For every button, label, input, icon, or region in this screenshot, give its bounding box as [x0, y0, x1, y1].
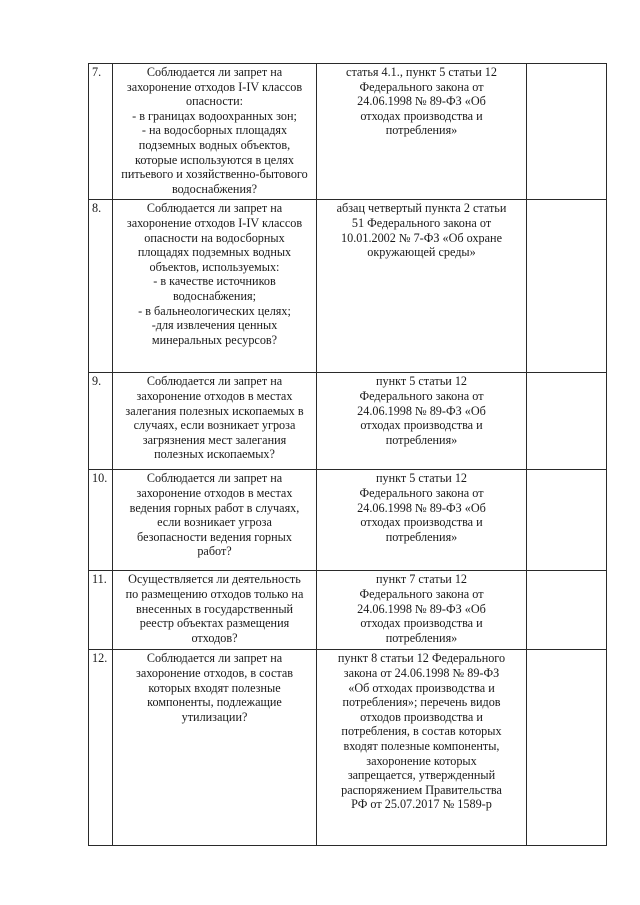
reference-line: статья 4.1., пункт 5 статьи 12	[346, 65, 497, 79]
reference-line: Федерального закона от	[359, 586, 484, 601]
question-line: загрязнения мест залегания	[142, 432, 287, 447]
reference-line: пункт 5 статьи 12	[375, 471, 468, 486]
question-line: площадях подземных водных	[137, 245, 292, 260]
row-number: 7.	[89, 64, 113, 200]
reference-line: пункт 8 статьи 12 Федерального	[337, 651, 506, 666]
legal-reference-cell	[317, 373, 527, 470]
question-line: - на водосборных площадях	[141, 123, 288, 138]
question-line: - в бальнеологических целях;	[138, 303, 291, 318]
question-line: компоненты, подлежащие	[147, 695, 282, 710]
reference-line: отходах производства и	[360, 108, 483, 123]
question-line: внесенных в государственный	[135, 601, 294, 616]
question-cell	[113, 470, 317, 571]
question-cell	[113, 650, 317, 846]
question-line: Осуществляется ли деятельность	[128, 572, 301, 587]
question-line: залегания полезных ископаемых в	[125, 403, 304, 418]
question-line: захоронение отходов, в состав	[136, 665, 293, 680]
reference-line: 24.06.1998 № 89-ФЗ «Об	[357, 403, 486, 418]
question-cell	[113, 200, 317, 373]
question-line: если возникает угроза	[157, 515, 272, 530]
checklist-sheet	[88, 63, 606, 846]
reference-line: отходах производства и	[360, 616, 483, 631]
checklist-row	[89, 650, 607, 846]
reference-line: Федерального закона от	[359, 388, 484, 403]
question-line: Соблюдается ли запрет на	[146, 651, 283, 666]
legal-reference-cell	[317, 571, 527, 650]
reference-line: 24.06.1998 № 89-ФЗ «Об	[357, 94, 486, 109]
question-line: ведения горных работ в случаях,	[129, 500, 300, 515]
reference-line: входят полезные компоненты,	[343, 738, 500, 753]
question-line: безопасности ведения горных	[137, 529, 292, 544]
question-line: подземных водных объектов,	[138, 137, 291, 152]
question-line: реестр объектах размещения	[139, 616, 290, 631]
question-cell	[113, 571, 317, 650]
answer-cell[interactable]	[527, 64, 607, 200]
question-line: захоронение отходов I-IV классов	[126, 215, 303, 230]
checklist-row	[89, 470, 607, 571]
checklist-rows	[89, 64, 607, 846]
question-line: полезных ископаемых?	[154, 447, 275, 462]
question-line: утилизации?	[181, 709, 248, 724]
reference-line: распоряжением Правительства	[341, 782, 502, 797]
answer-cell[interactable]	[527, 373, 607, 470]
question-line: водоснабжения?	[172, 181, 257, 196]
question-line: работ?	[197, 544, 232, 559]
answer-cell[interactable]	[527, 571, 607, 650]
row-number: 10.	[89, 470, 113, 571]
question-line: - в границах водоохранных зон;	[132, 108, 297, 123]
legal-reference-cell	[317, 64, 527, 200]
question-line: Соблюдается ли запрет на	[146, 471, 283, 486]
question-cell	[113, 64, 317, 200]
checklist-row	[89, 200, 607, 373]
question-cell	[113, 373, 317, 470]
reference-line: 24.06.1998 № 89-ФЗ «Об	[357, 500, 486, 515]
question-line: захоронение отходов в местах	[136, 485, 293, 500]
reference-line: закона от 24.06.1998 № 89-ФЗ	[343, 665, 500, 680]
question-line: минеральных ресурсов?	[151, 332, 278, 347]
reference-line: 24.06.1998 № 89-ФЗ «Об	[357, 601, 486, 616]
row-number: 12.	[89, 650, 113, 846]
answer-cell[interactable]	[527, 650, 607, 846]
reference-line: Федерального закона от	[359, 485, 484, 500]
question-line: которые используются в целях	[135, 152, 294, 167]
reference-line: потребления, в состав которых	[341, 724, 502, 739]
reference-line: потребления»	[385, 630, 458, 645]
question-line: опасности:	[186, 94, 243, 109]
row-number: 11.	[89, 571, 113, 650]
reference-line: окружающей среды»	[367, 245, 476, 260]
question-line: - в качестве источников	[153, 274, 276, 289]
reference-line: отходах производства и	[360, 515, 483, 530]
question-line: Соблюдается ли запрет на	[146, 374, 283, 389]
reference-line: отходов производства и	[360, 709, 483, 724]
question-line: захоронение отходов в местах	[136, 388, 293, 403]
question-line: отходов?	[191, 630, 238, 645]
reference-line: потребления»; перечень видов	[342, 695, 501, 710]
checklist-table	[88, 63, 607, 846]
reference-line: потребления»	[385, 432, 458, 447]
reference-line: пункт 7 статьи 12	[375, 572, 468, 587]
reference-line: пункт 5 статьи 12	[375, 374, 468, 389]
reference-line: отходах производства и	[360, 418, 483, 433]
reference-line: «Об отходах производства и	[348, 680, 495, 695]
question-line: объектов, используемых:	[149, 259, 280, 274]
checklist-row	[89, 64, 607, 200]
reference-line: РФ от 25.07.2017 № 1589-р	[351, 797, 492, 812]
legal-reference-cell	[317, 650, 527, 846]
question-line: Соблюдается ли запрет на	[146, 201, 283, 216]
question-line: которых входят полезные	[148, 680, 281, 695]
reference-line: потребления»	[385, 529, 458, 544]
answer-cell[interactable]	[527, 470, 607, 571]
reference-line: абзац четвертый пункта 2 статьи	[336, 201, 507, 216]
reference-line: запрещается, утвержденный	[347, 768, 496, 783]
question-line: по размещению отходов только на	[125, 586, 304, 601]
reference-line: Федерального закона от	[359, 79, 484, 94]
reference-line: 51 Федерального закона от	[351, 215, 492, 230]
question-line: водоснабжения;	[173, 288, 256, 303]
question-line: Соблюдается ли запрет на	[146, 65, 283, 79]
question-line: -для извлечения ценных	[151, 318, 278, 333]
reference-line: 10.01.2002 № 7-ФЗ «Об охране	[341, 230, 502, 245]
reference-line: потребления»	[385, 123, 458, 138]
question-line: питьевого и хозяйственно-бытового	[121, 167, 308, 182]
answer-cell[interactable]	[527, 200, 607, 373]
legal-reference-cell	[317, 200, 527, 373]
checklist-row	[89, 571, 607, 650]
legal-reference-cell	[317, 470, 527, 571]
question-line: случаях, если возникает угроза	[133, 418, 296, 433]
question-line: захоронение отходов I-IV классов	[126, 79, 303, 94]
row-number: 9.	[89, 373, 113, 470]
reference-line: захоронение которых	[366, 753, 477, 768]
question-line: опасности на водосборных	[144, 230, 285, 245]
row-number: 8.	[89, 200, 113, 373]
checklist-row	[89, 373, 607, 470]
